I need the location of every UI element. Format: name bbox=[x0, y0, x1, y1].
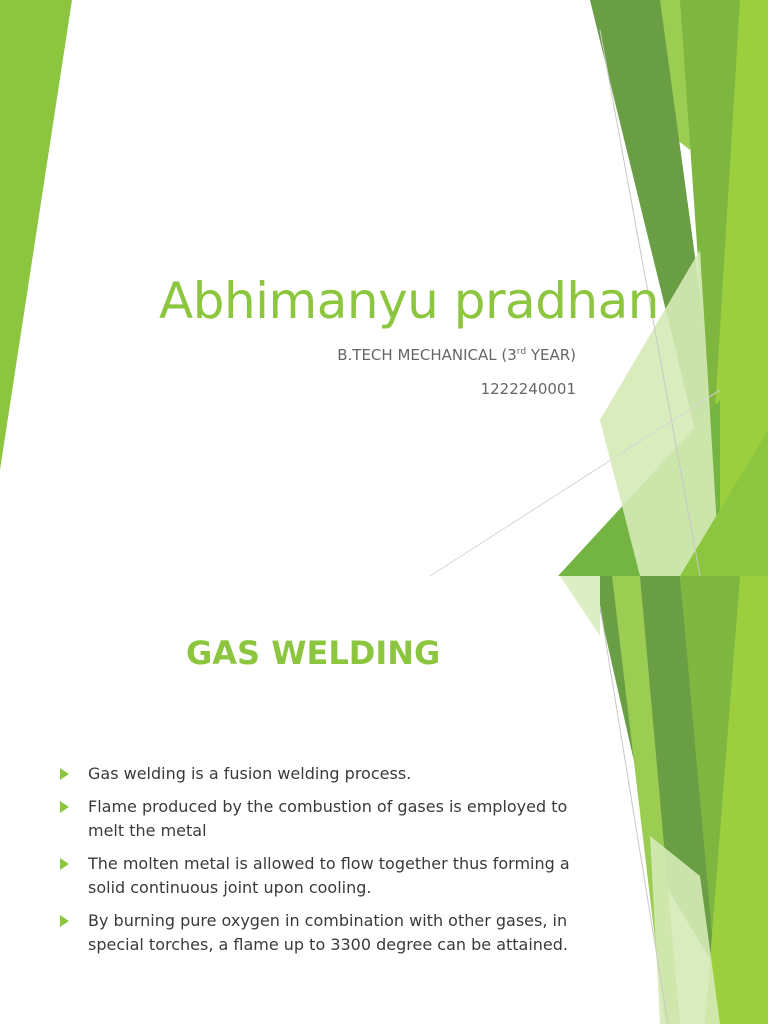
subtitle-suffix: YEAR) bbox=[526, 346, 576, 364]
bullet-text: The molten metal is allowed to flow together thus forming a solid continuous joint upon cooling. bbox=[88, 854, 570, 897]
presenter-name: Abhimanyu pradhan bbox=[159, 272, 659, 330]
list-item bbox=[60, 762, 600, 786]
list-item bbox=[60, 852, 600, 900]
bullet-text: Gas welding is a fusion welding process. bbox=[88, 764, 412, 783]
subtitle-prefix: B.TECH MECHANICAL (3 bbox=[337, 346, 517, 364]
content-slide bbox=[0, 576, 768, 1024]
slide-heading: GAS WELDING bbox=[186, 634, 441, 672]
list-item bbox=[60, 909, 600, 957]
bullet-arrow-icon bbox=[60, 858, 69, 870]
id-number: 1222240001 bbox=[480, 380, 576, 398]
bullet-list bbox=[60, 762, 600, 966]
bullet-arrow-icon bbox=[60, 801, 69, 813]
course-subtitle bbox=[337, 346, 576, 364]
subtitle-superscript: rd bbox=[516, 347, 527, 357]
bullet-arrow-icon bbox=[60, 768, 69, 780]
bullet-text: Flame produced by the combustion of gases is employed to melt the metal bbox=[88, 797, 568, 840]
bullet-arrow-icon bbox=[60, 915, 69, 927]
list-item bbox=[60, 795, 600, 843]
bullet-text: By burning pure oxygen in combination with other gases, in special torches, a flame up to 3300 degree can be attained. bbox=[88, 911, 569, 954]
